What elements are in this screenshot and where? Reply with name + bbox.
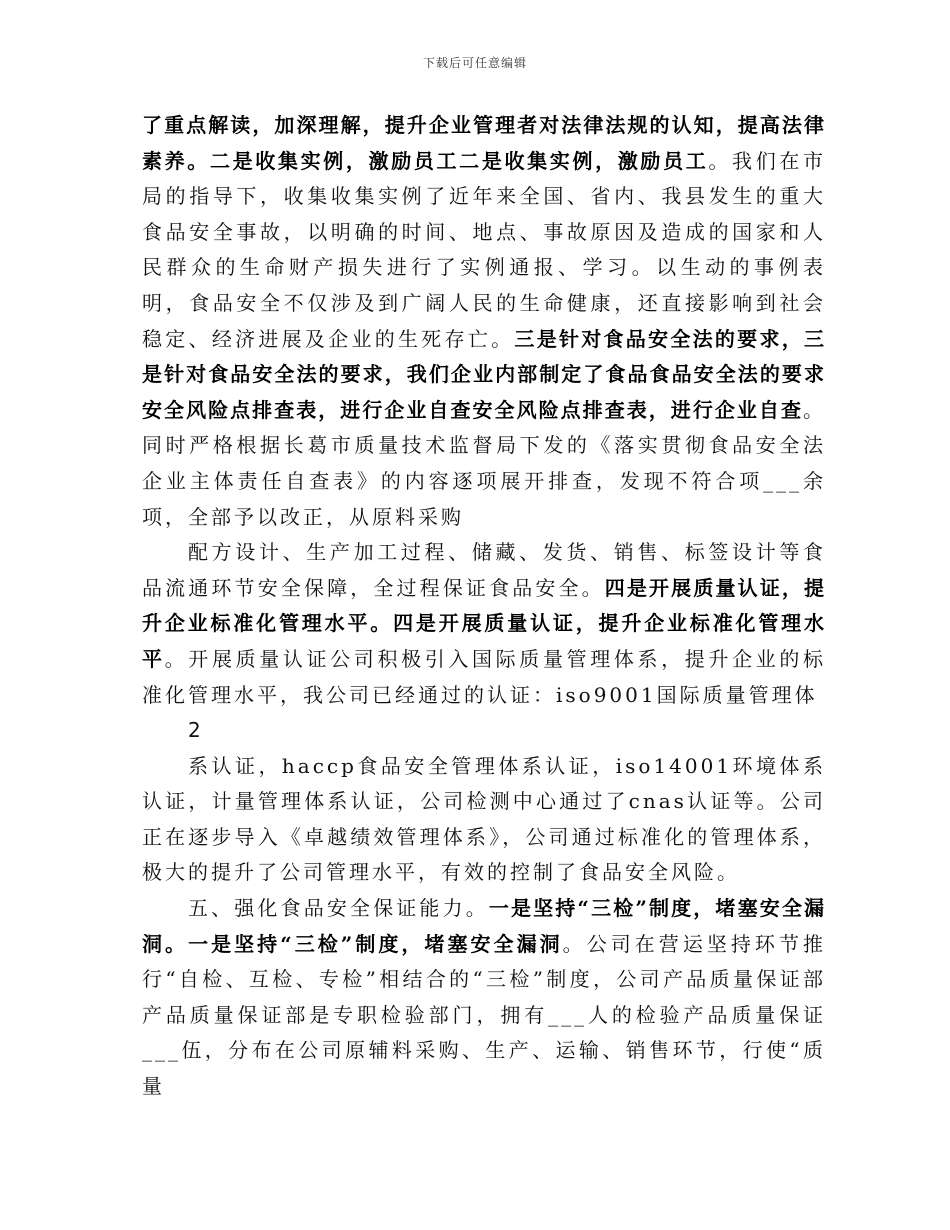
paragraph xyxy=(142,535,826,713)
paragraph xyxy=(142,749,826,891)
text-run: 五、强化食品安全保证能力。 xyxy=(188,896,489,921)
paragraph xyxy=(142,108,826,535)
bold-text-run: 四是开展质量认证，提升企业标准化管理水平。四是开展质量认证，提升企业标准化管理水平 xyxy=(142,575,827,671)
page-header: 下载后可任意编辑 xyxy=(422,56,527,70)
text-run: 。开展质量认证公司积极引入国际质量管理体系，提升企业的标准化管理水平，我公司已经通过的认证：iso9001国际质量管理体 xyxy=(142,646,827,707)
text-run: 。我们在市局的指导下，收集收集实例了近年来全国、省内、我县发生的重大食品安全事故，以明确的时间、地点、事故原因及造成的国家和人民群众的生命财产损失进行了实例通报、学习。以生动的事例表明，食品安全不仅涉及到广阔人民的生命健康，还直接影响到社会稳定、经济进展及企业的生死存亡。 xyxy=(142,148,827,351)
text-run: 2 xyxy=(188,718,204,743)
text-run: 配方设计、生产加工过程、储藏、发货、销售、标签设计等食品流通环节安全保障，全过程保证食品安全。 xyxy=(142,540,826,600)
text-run: 系认证，haccp食品安全管理体系认证，iso14001环境体系认证，计量管理体系认证，公司检测中心通过了cnas认证等。公司正在逐步导入《卓越绩效管理体系》，公司通过标准化的管理体系，极大的提升了公司管理水平，有效的控制了食品安全风险。 xyxy=(142,753,826,885)
document-body xyxy=(142,108,826,1105)
paragraph xyxy=(142,891,826,1105)
bold-text-run: 一是坚持“三检”制度，堵塞安全漏洞。一是坚持“三检”制度，堵塞安全漏洞 xyxy=(142,896,827,956)
text-run: 。同时严格根据长葛市质量技术监督局下发的《落实贯彻食品安全法企业主体责任自查表》的内容逐项展开排查，发现不符合项___余项，全部予以改正，从原料采购 xyxy=(142,397,826,529)
page-number xyxy=(142,713,826,749)
bold-text-run: 了重点解读，加深理解，提升企业管理者对法律法规的认知，提高法律素养。二是收集实例，激励员工二是收集实例，激励员工 xyxy=(142,113,826,173)
bold-text-run: 三是针对食品安全法的要求，三是针对食品安全法的要求，我们企业内部制定了食品食品安全法的要求安全风险点排查表，进行企业自查安全风险点排查表，进行企业自查 xyxy=(142,326,827,422)
text-run: 。公司在营运坚持环节推行“自检、互检、专检”相结合的“三检”制度，公司产品质量保证部产品质量保证部是专职检验部门，拥有___人的检验产品质量保证___伍，分布在公司原辅料采购、生产、运输、销售环节，行使“质量 xyxy=(142,931,826,1099)
